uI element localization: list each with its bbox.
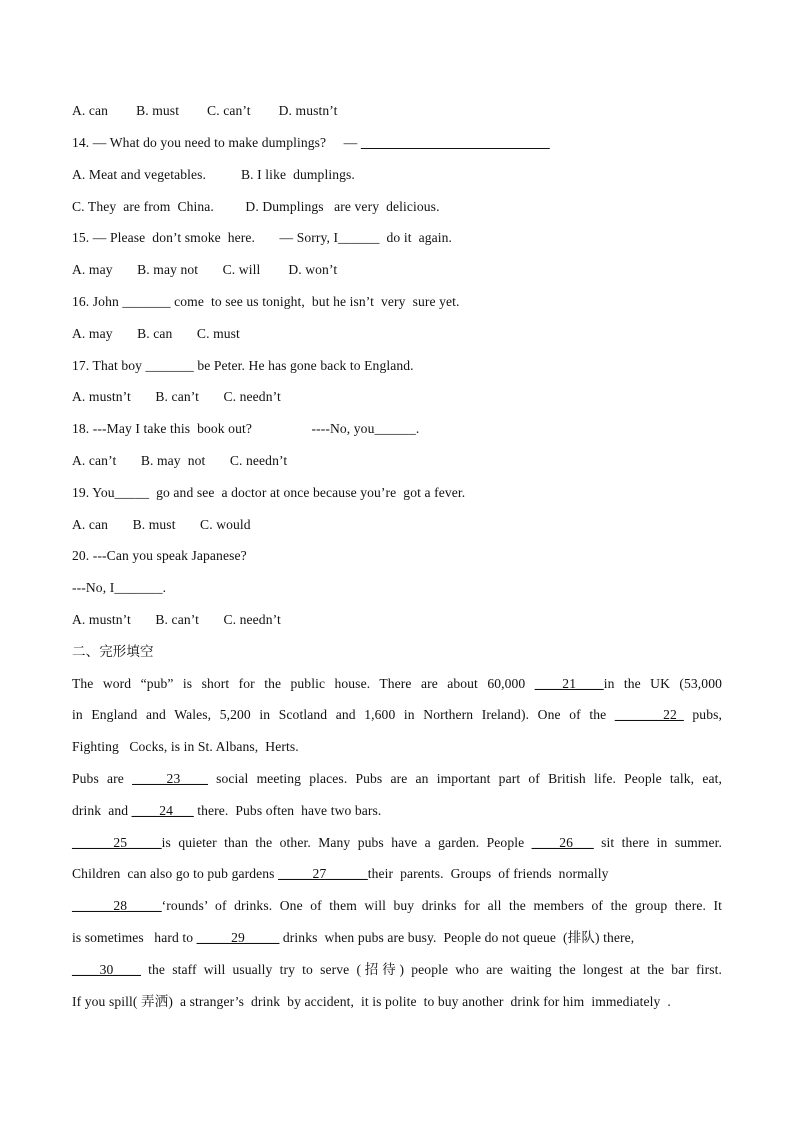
q14-options-row2: C. They are from China. D. Dumplings are very delicious. [72, 199, 440, 214]
passage-line-3: Fighting Cocks, is in St. Albans, Herts. [72, 739, 299, 754]
blank-29: _____29_____ [196, 930, 280, 945]
q17-question: 17. That boy _______ be Peter. He has gone back to England. [72, 358, 414, 373]
q20-options: A. mustn’t B. can’t C. needn’t [72, 612, 281, 627]
passage-text: drink and [72, 803, 132, 818]
passage-text: in the UK (53,000 [603, 676, 722, 691]
q14-text: 14. — What do you need to make dumplings? — [72, 135, 361, 150]
passage-text: social meeting places. Pubs are an important part of British life. People talk, eat, [207, 771, 722, 786]
q16-options: A. may B. can C. must [72, 326, 240, 341]
q15-question: 15. — Please don’t smoke here. — Sorry, I______ do it again. [72, 230, 453, 245]
passage-text: their parents. Groups of friends normally [367, 866, 609, 881]
q18-question: 18. ---May I take this book out? ----No, you______. [72, 421, 420, 436]
passage-line-10 [72, 961, 722, 979]
passage-text: sit there in summer. [593, 835, 722, 850]
blank-28: ______28_____ [72, 898, 162, 913]
q20-question: 20. ---Can you speak Japanese? [72, 548, 247, 563]
blank-21: ____21____ [534, 676, 604, 691]
blank-26: ____26___ [531, 835, 594, 850]
passage-line-2 [72, 706, 722, 724]
blank-24: ____24___ [131, 803, 194, 818]
q15-options: A. may B. may not C. will D. won’t [72, 262, 338, 277]
section-title: 二、完形填空 [72, 644, 154, 660]
blank-22: _______22_ [614, 707, 684, 722]
passage-text: is sometimes hard to [72, 930, 197, 945]
q17-options: A. mustn’t B. can’t C. needn’t [72, 389, 281, 404]
passage-text: ‘rounds’ of drinks. One of them will buy drinks for all the members of the group there. It [161, 898, 722, 913]
passage-line-6 [72, 834, 722, 852]
passage-text: The word “pub” is short for the public house. There are about 60,000 [72, 676, 535, 691]
q14-question [72, 134, 550, 152]
passage-text: there. Pubs often have two bars. [193, 803, 382, 818]
q19-question: 19. You_____ go and see a doctor at once because you’re got a fever. [72, 485, 466, 500]
q14-options-row1: A. Meat and vegetables. B. I like dumplings. [72, 167, 355, 182]
q20-answer: ---No, I_______. [72, 580, 167, 595]
passage-text: in England and Wales, 5,200 in Scotland and 1,600 in Northern Ireland). One of the [72, 707, 615, 722]
passage-line-9 [72, 929, 634, 947]
q16-question: 16. John _______ come to see us tonight, but he isn’t very sure yet. [72, 294, 460, 309]
q14-answer-blank [361, 135, 550, 150]
q19-options: A. can B. must C. would [72, 517, 251, 532]
passage-text: the staff will usually try to serve (招待) people who are waiting the longest at the bar first. [140, 962, 722, 977]
q18-options: A. can’t B. may not C. needn’t [72, 453, 288, 468]
passage-line-1 [72, 675, 722, 693]
passage-text: pubs, [683, 707, 722, 722]
q13-options: A. can B. must C. can’t D. mustn’t [72, 103, 338, 118]
blank-23: _____23____ [132, 771, 208, 786]
passage-line-4 [72, 770, 722, 788]
passage-line-5 [72, 802, 381, 820]
blank-27: _____27______ [278, 866, 368, 881]
passage-line-7 [72, 865, 609, 883]
blank-30: ____30____ [72, 962, 141, 977]
passage-text: is quieter than the other. Many pubs have a garden. People [161, 835, 532, 850]
passage-text: Pubs are [72, 771, 133, 786]
blank-25: ______25_____ [72, 835, 162, 850]
passage-line-8 [72, 897, 722, 915]
passage-text: drinks when pubs are busy. People do not queue (排队) there, [279, 930, 635, 945]
passage-text: Children can also go to pub gardens [72, 866, 279, 881]
passage-line-11: If you spill( 弄洒) a stranger’s drink by accident, it is polite to buy another drink for him immediately . [72, 994, 671, 1009]
